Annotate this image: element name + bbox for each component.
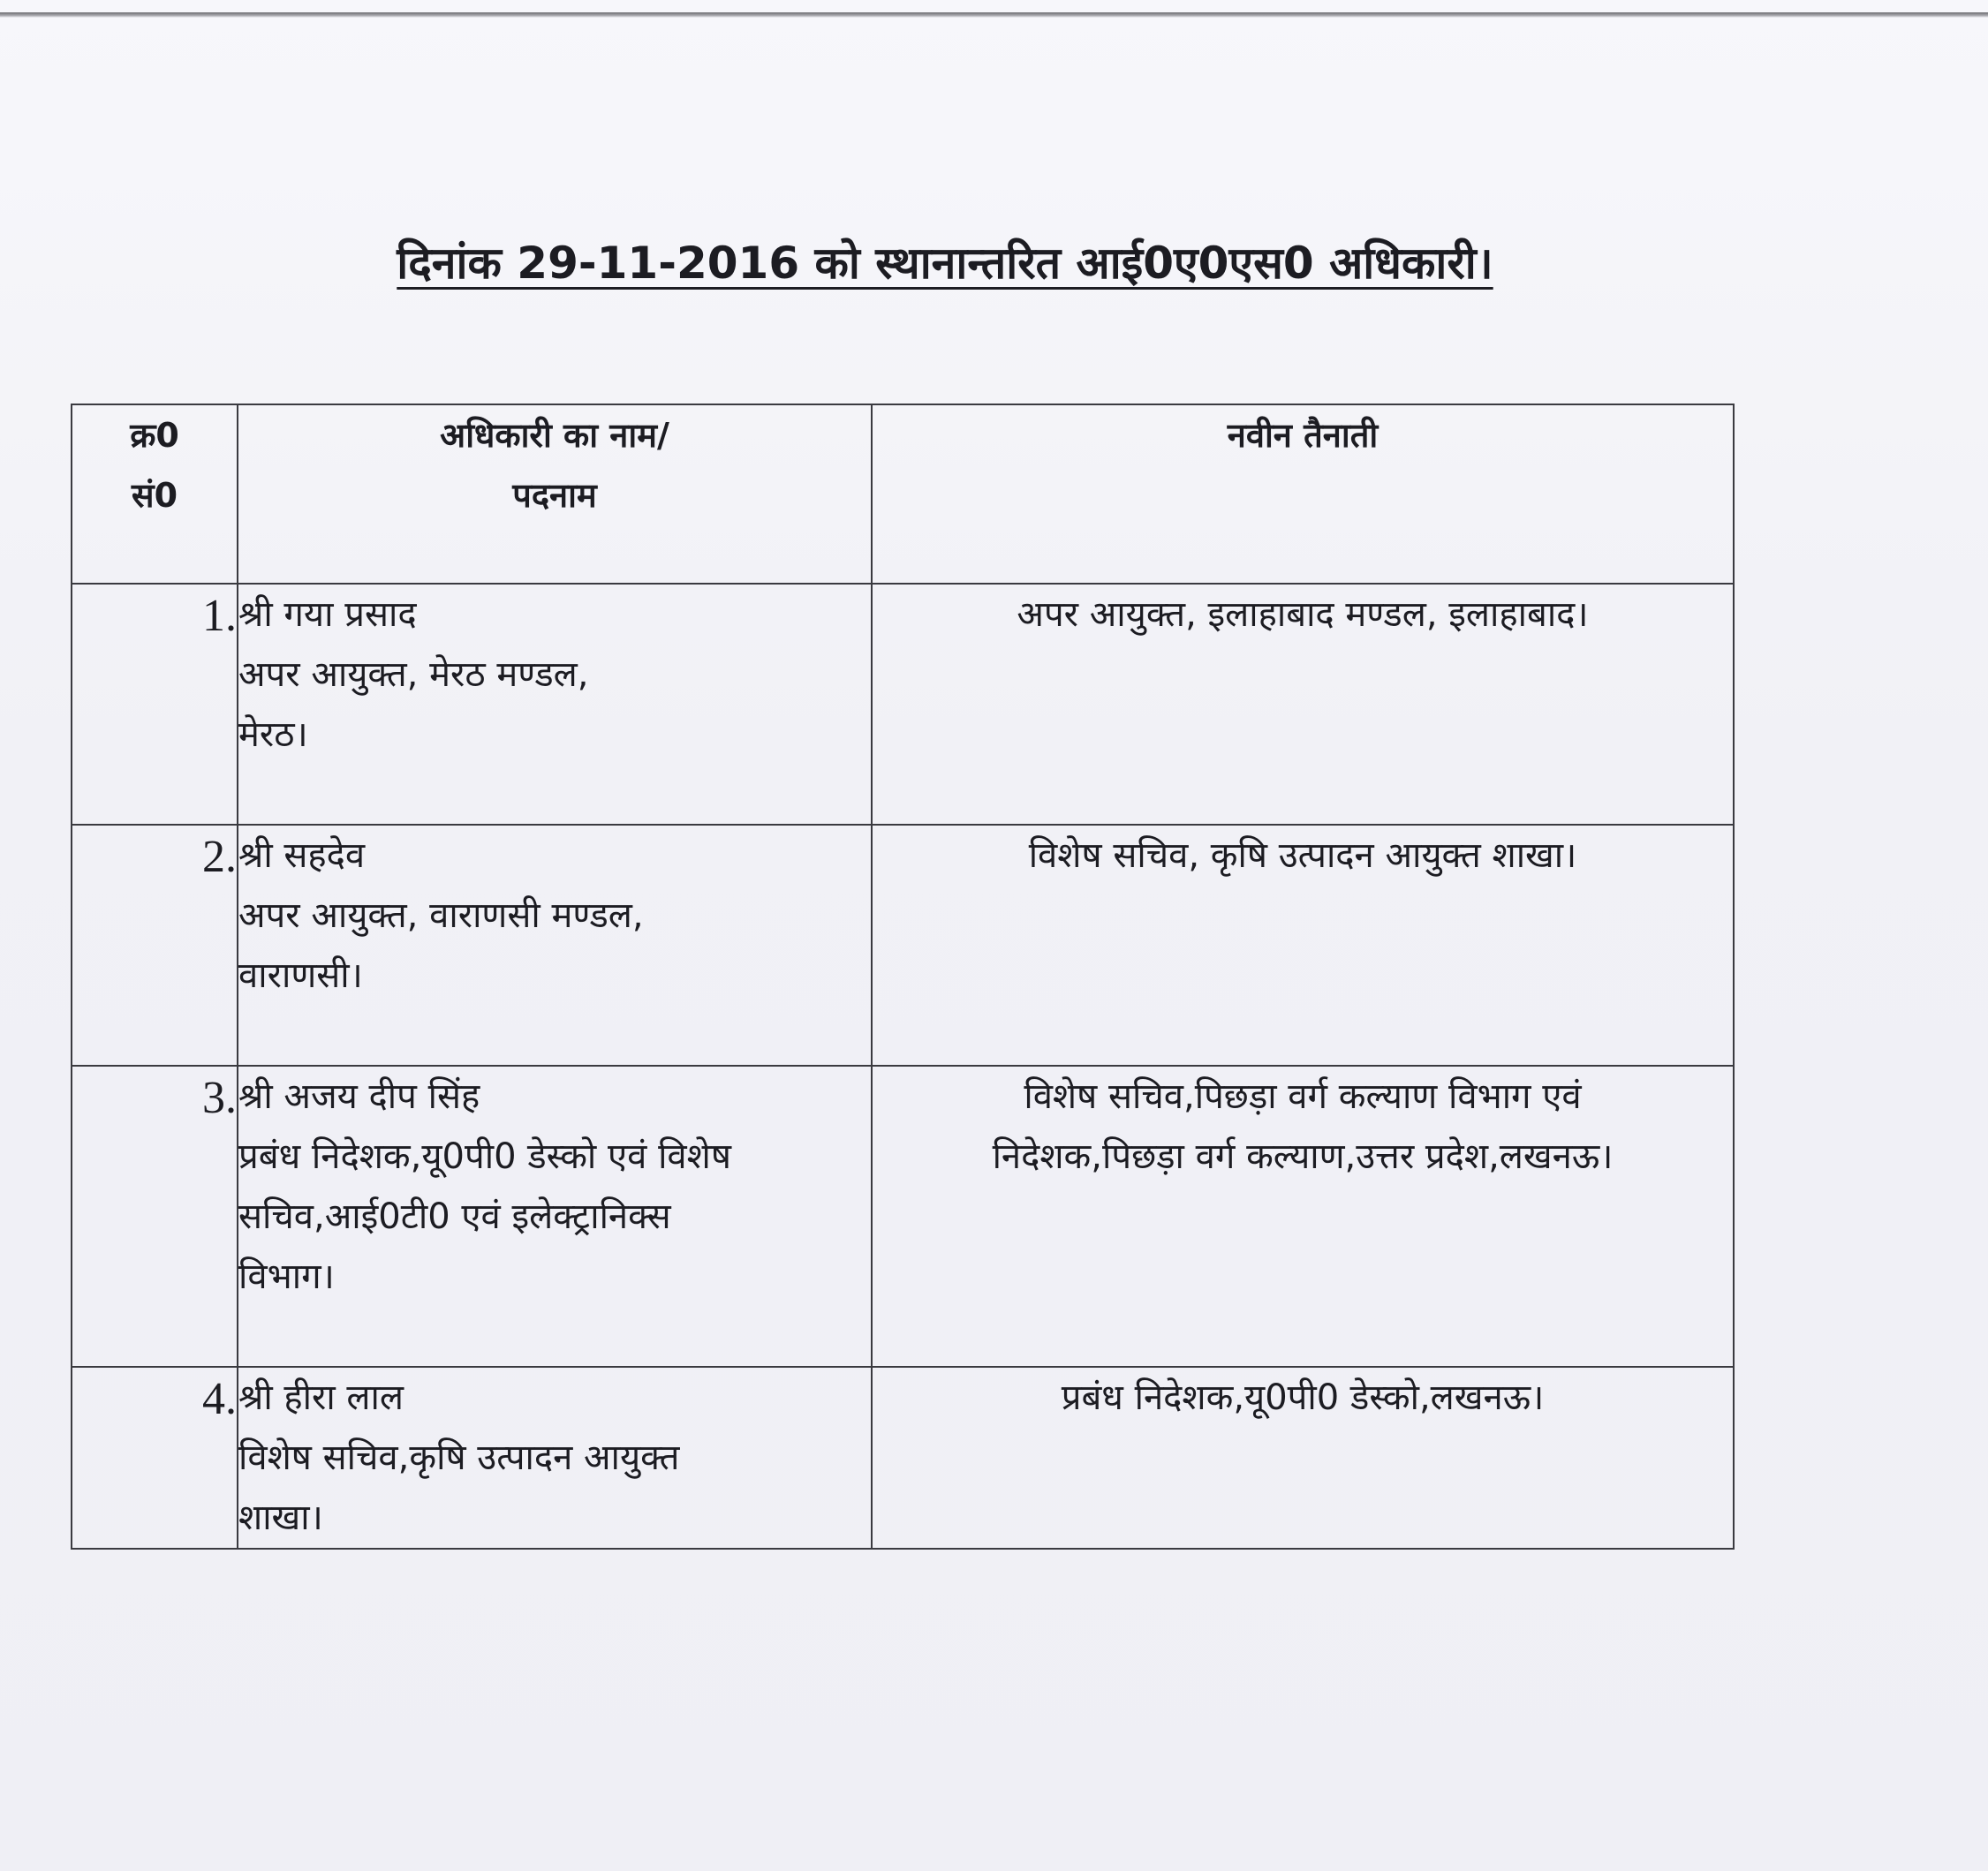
posting-cell	[872, 584, 1734, 825]
table-row	[72, 1066, 1734, 1367]
table-row	[72, 825, 1734, 1066]
posting-cell	[872, 1066, 1734, 1367]
header-serial-line: क्र0	[130, 416, 179, 455]
posting-line: विशेष सचिव,पिछड़ा वर्ग कल्याण विभाग एवं	[1024, 1076, 1582, 1117]
officer-line: विभाग।	[238, 1256, 335, 1297]
officer-line: विशेष सचिव,कृषि उत्पादन आयुक्त	[238, 1437, 680, 1478]
posting-cell	[872, 825, 1734, 1066]
officer-line: अपर आयुक्त, मेरठ मण्डल,	[238, 654, 589, 695]
posting-cell	[872, 1367, 1734, 1549]
header-serial-line: सं0	[131, 476, 178, 515]
officer-cell	[238, 1066, 872, 1367]
officer-cell	[238, 584, 872, 825]
officer-line: श्री गया प्रसाद	[238, 594, 417, 635]
header-serial-number	[72, 404, 238, 584]
header-officer-line: पदनाम	[512, 476, 597, 515]
officer-line: मेरठ।	[238, 714, 308, 755]
posting-line: प्रबंध निदेशक,यू0पी0 डेस्को,लखनऊ।	[1061, 1377, 1545, 1418]
document-title-text: दिनांक 29-11-2016 को स्थानान्तरित आई0ए0एस0 अधिकारी।	[397, 238, 1493, 289]
serial-number-cell: 4.	[72, 1367, 238, 1549]
officer-line: वाराणसी।	[238, 955, 363, 996]
officer-cell	[238, 825, 872, 1066]
scan-edge-shadow	[0, 12, 1988, 18]
officer-line: शाखा।	[238, 1498, 323, 1538]
officer-line: श्री हीरा लाल	[238, 1377, 404, 1418]
table-header-row	[72, 404, 1734, 584]
header-posting-line: नवीन तैनाती	[1227, 416, 1379, 455]
serial-number-cell: 1.	[72, 584, 238, 825]
transfer-table	[71, 404, 1735, 1550]
officer-line: श्री अजय दीप सिंह	[238, 1076, 480, 1117]
serial-number-cell: 3.	[72, 1066, 238, 1367]
table-row	[72, 1367, 1734, 1549]
document-title	[0, 231, 1890, 291]
officer-line: सचिव,आई0टी0 एवं इलेक्ट्रानिक्स	[238, 1196, 671, 1237]
serial-number-cell: 2.	[72, 825, 238, 1066]
officer-line: श्री सहदेव	[238, 835, 366, 876]
officer-line: अपर आयुक्त, वाराणसी मण्डल,	[238, 895, 644, 936]
officer-line: प्रबंध निदेशक,यू0पी0 डेस्को एवं विशेष	[238, 1136, 731, 1177]
header-officer-line: अधिकारी का नाम/	[440, 416, 669, 455]
posting-line: विशेष सचिव, कृषि उत्पादन आयुक्त शाखा।	[1028, 835, 1577, 876]
officer-cell	[238, 1367, 872, 1549]
table-row	[72, 584, 1734, 825]
header-new-posting	[872, 404, 1734, 584]
header-officer-name	[238, 404, 872, 584]
posting-line: अपर आयुक्त, इलाहाबाद मण्डल, इलाहाबाद।	[1017, 594, 1589, 635]
posting-line: निदेशक,पिछड़ा वर्ग कल्याण,उत्तर प्रदेश,लखनऊ।	[992, 1136, 1614, 1177]
